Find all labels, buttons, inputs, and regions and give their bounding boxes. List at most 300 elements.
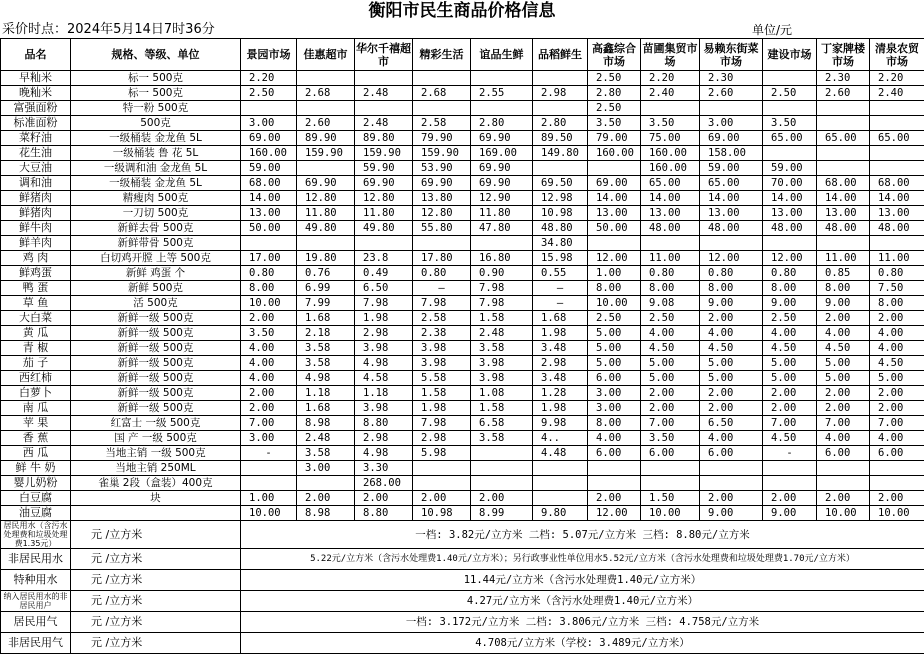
commodity-spec: 一刀切 500克	[71, 206, 241, 221]
price-cell: 0.49	[355, 266, 413, 281]
commodity-name: 标准面粉	[1, 116, 71, 131]
price-cell: 7.00	[870, 416, 924, 431]
header-market: 易赖东街菜市场	[700, 39, 763, 71]
price-cell: 4.00	[870, 341, 924, 356]
price-cell: 2.48	[355, 86, 413, 101]
price-cell: 2.00	[241, 386, 297, 401]
header-market: 谊品生鲜	[471, 39, 533, 71]
price-cell: 8.00	[817, 281, 870, 296]
price-cell: 2.48	[471, 326, 533, 341]
commodity-name: 调和油	[1, 176, 71, 191]
price-cell: 2.00	[763, 386, 817, 401]
price-cell: 160.00	[588, 146, 641, 161]
table-row	[1, 341, 924, 356]
price-cell: 9.00	[700, 296, 763, 311]
price-cell	[471, 476, 533, 491]
price-cell: 268.00	[355, 476, 413, 491]
header-market: 佳惠超市	[297, 39, 355, 71]
commodity-spec: 标一 500克	[71, 71, 241, 86]
price-cell	[817, 461, 870, 476]
price-cell: 8.98	[297, 416, 355, 431]
price-cell: 7.98	[355, 296, 413, 311]
price-cell: 59.00	[700, 161, 763, 176]
price-cell: 6.99	[297, 281, 355, 296]
price-cell: 68.00	[241, 176, 297, 191]
price-cell: 2.00	[700, 401, 763, 416]
price-cell: 89.90	[297, 131, 355, 146]
price-cell: 12.80	[297, 191, 355, 206]
price-cell: 11.80	[355, 206, 413, 221]
price-cell: -	[241, 446, 297, 461]
price-cell: 5.00	[641, 356, 700, 371]
utility-price: 11.44元/立方米（含污水处理费1.40元/立方米）	[241, 570, 924, 591]
price-cell: 2.00	[471, 491, 533, 506]
price-cell: 2.00	[700, 491, 763, 506]
price-cell: 8.80	[355, 506, 413, 521]
price-cell	[533, 101, 588, 116]
utility-row	[1, 570, 924, 591]
price-cell	[297, 236, 355, 251]
price-cell	[413, 476, 471, 491]
table-row	[1, 326, 924, 341]
price-cell: 0.80	[413, 266, 471, 281]
price-cell	[413, 461, 471, 476]
price-cell: 14.00	[588, 191, 641, 206]
commodity-spec: 标一 500克	[71, 86, 241, 101]
price-cell: 11.00	[870, 251, 924, 266]
price-cell	[533, 161, 588, 176]
price-cell	[817, 146, 870, 161]
price-cell	[763, 101, 817, 116]
utility-row	[1, 591, 924, 612]
utility-unit: 元 /立方米	[71, 633, 241, 654]
price-cell	[870, 461, 924, 476]
price-cell: 3.50	[641, 116, 700, 131]
price-cell: 4.00	[641, 326, 700, 341]
price-cell	[870, 236, 924, 251]
price-cell: 1.98	[413, 401, 471, 416]
price-cell: 79.00	[588, 131, 641, 146]
price-cell: 158.00	[700, 146, 763, 161]
price-cell: 1.08	[471, 386, 533, 401]
price-cell: 2.48	[355, 116, 413, 131]
price-cell	[241, 236, 297, 251]
commodity-spec: 当地主销 250ML	[71, 461, 241, 476]
price-cell: 9.08	[641, 296, 700, 311]
price-cell: 12.98	[533, 191, 588, 206]
header-market: 精彩生活	[413, 39, 471, 71]
price-cell: 0.80	[241, 266, 297, 281]
table-row	[1, 221, 924, 236]
price-cell: 2.00	[870, 401, 924, 416]
price-cell: 159.90	[297, 146, 355, 161]
price-cell: 2.55	[471, 86, 533, 101]
table-row	[1, 161, 924, 176]
commodity-name: 白豆腐	[1, 491, 71, 506]
price-cell	[588, 476, 641, 491]
price-cell: 4.50	[870, 356, 924, 371]
price-cell: 3.00	[588, 401, 641, 416]
price-time: 采价时点：2024年5月14日7时36分	[2, 22, 215, 37]
unit-label: 单位/元	[752, 23, 793, 37]
price-cell: 4.00	[700, 326, 763, 341]
table-row	[1, 131, 924, 146]
price-cell: 48.00	[763, 221, 817, 236]
price-cell: 2.68	[413, 86, 471, 101]
commodity-spec: 特一粉 500克	[71, 101, 241, 116]
commodity-name: 茄 子	[1, 356, 71, 371]
price-cell: 2.00	[700, 386, 763, 401]
price-cell: 160.00	[241, 146, 297, 161]
price-cell	[641, 236, 700, 251]
commodity-name: 大豆油	[1, 161, 71, 176]
price-cell: 69.00	[241, 131, 297, 146]
price-cell: 89.80	[355, 131, 413, 146]
price-cell: 7.98	[413, 296, 471, 311]
price-cell: 1.50	[641, 491, 700, 506]
price-cell	[870, 101, 924, 116]
price-cell	[588, 236, 641, 251]
price-cell: 1.00	[241, 491, 297, 506]
price-cell: 4.50	[700, 341, 763, 356]
price-cell	[297, 476, 355, 491]
price-cell	[870, 116, 924, 131]
price-cell: 2.50	[641, 311, 700, 326]
price-cell: 8.00	[588, 281, 641, 296]
commodity-spec: 新鲜去骨 500克	[71, 221, 241, 236]
table-row	[1, 371, 924, 386]
price-cell: 1.18	[355, 386, 413, 401]
price-cell: 9.00	[700, 506, 763, 521]
table-row	[1, 176, 924, 191]
price-cell: 2.00	[817, 386, 870, 401]
price-table	[0, 38, 924, 654]
table-row	[1, 386, 924, 401]
commodity-spec: 新鲜一级 500克	[71, 401, 241, 416]
price-cell: 149.80	[533, 146, 588, 161]
price-cell: 2.30	[700, 71, 763, 86]
price-cell: 13.00	[241, 206, 297, 221]
commodity-name: 鲜鸡蛋	[1, 266, 71, 281]
table-row	[1, 266, 924, 281]
price-cell: 4.00	[870, 326, 924, 341]
header-market: 华尔千禧超 市	[355, 39, 413, 71]
price-cell: 0.80	[870, 266, 924, 281]
price-cell: 4.50	[763, 431, 817, 446]
price-cell: 5.00	[817, 356, 870, 371]
table-row	[1, 476, 924, 491]
price-cell: 2.98	[355, 326, 413, 341]
price-cell: 3.58	[297, 341, 355, 356]
price-cell: 2.50	[588, 311, 641, 326]
price-cell: 2.00	[870, 491, 924, 506]
commodity-name: 鲜猪肉	[1, 191, 71, 206]
price-cell: 2.00	[817, 491, 870, 506]
price-cell: 47.80	[471, 221, 533, 236]
price-cell: 0.55	[533, 266, 588, 281]
header-market: 高鑫综合市场	[588, 39, 641, 71]
price-cell: 75.00	[641, 131, 700, 146]
price-cell	[588, 161, 641, 176]
price-cell: 4.98	[297, 371, 355, 386]
price-cell: 3.48	[533, 341, 588, 356]
price-cell: 6.00	[588, 371, 641, 386]
utility-price: 一档: 3.82元/立方米 二档: 5.07元/立方米 三档: 8.80元/立方米	[241, 521, 924, 549]
price-cell: 0.85	[817, 266, 870, 281]
price-cell: 59.90	[355, 161, 413, 176]
price-cell: 3.30	[355, 461, 413, 476]
price-cell: 23.8	[355, 251, 413, 266]
price-cell	[588, 461, 641, 476]
price-cell: 69.90	[471, 176, 533, 191]
price-cell: 160.00	[641, 146, 700, 161]
table-row	[1, 311, 924, 326]
price-cell: 10.98	[413, 506, 471, 521]
price-cell: 2.58	[413, 311, 471, 326]
price-cell: 1.28	[533, 386, 588, 401]
price-cell: 5.00	[763, 371, 817, 386]
utility-row	[1, 521, 924, 549]
price-cell	[355, 236, 413, 251]
utility-unit: 元 /立方米	[71, 521, 241, 549]
commodity-spec: 新鲜一级 500克	[71, 326, 241, 341]
price-cell: 5.58	[413, 371, 471, 386]
price-cell	[763, 146, 817, 161]
price-cell: 2.50	[588, 71, 641, 86]
utility-name: 居民用气	[1, 612, 71, 633]
price-cell: 0.80	[641, 266, 700, 281]
commodity-name: 油豆腐	[1, 506, 71, 521]
commodity-spec: 一级桶装 鲁 花 5L	[71, 146, 241, 161]
table-row	[1, 356, 924, 371]
price-cell: 169.00	[471, 146, 533, 161]
table-row	[1, 506, 924, 521]
price-cell: 65.00	[641, 176, 700, 191]
price-cell: 10.00	[641, 506, 700, 521]
price-cell: 1.68	[297, 401, 355, 416]
price-cell: 2.58	[413, 116, 471, 131]
price-cell: 13.00	[641, 206, 700, 221]
price-cell: 4.00	[241, 356, 297, 371]
price-cell: 89.50	[533, 131, 588, 146]
price-cell: 2.00	[700, 311, 763, 326]
commodity-name: 花生油	[1, 146, 71, 161]
price-cell: 1.68	[297, 311, 355, 326]
price-cell: 3.98	[471, 356, 533, 371]
price-cell: 12.00	[588, 506, 641, 521]
price-cell: 55.80	[413, 221, 471, 236]
price-cell: 2.98	[355, 431, 413, 446]
price-cell	[763, 71, 817, 86]
price-cell: 6.00	[588, 446, 641, 461]
price-cell: 4..	[533, 431, 588, 446]
price-cell: 4.98	[355, 446, 413, 461]
price-cell: 13.00	[763, 206, 817, 221]
price-cell: 5.00	[700, 356, 763, 371]
header-market: 丁家牌楼市场	[817, 39, 870, 71]
price-cell: 4.00	[700, 431, 763, 446]
price-cell: 16.80	[471, 251, 533, 266]
price-cell: 2.50	[588, 101, 641, 116]
commodity-name: 鲜牛肉	[1, 221, 71, 236]
price-cell: 6.00	[870, 446, 924, 461]
commodity-spec: 当地主销 一级 500克	[71, 446, 241, 461]
utility-rows	[1, 521, 924, 654]
price-cell: 3.00	[588, 386, 641, 401]
price-cell: 2.60	[700, 86, 763, 101]
price-cell	[471, 461, 533, 476]
commodity-name: 鲜羊肉	[1, 236, 71, 251]
commodity-name: 鸡 肉	[1, 251, 71, 266]
price-cell: 69.90	[413, 176, 471, 191]
price-cell: 8.00	[763, 281, 817, 296]
price-cell: 7.50	[870, 281, 924, 296]
price-cell	[700, 236, 763, 251]
price-cell	[700, 476, 763, 491]
price-cell: 11.80	[471, 206, 533, 221]
price-cell	[763, 461, 817, 476]
price-cell	[700, 461, 763, 476]
price-cell: 2.20	[641, 71, 700, 86]
price-cell: 2.00	[817, 311, 870, 326]
price-cell: 1.58	[471, 401, 533, 416]
price-cell	[533, 491, 588, 506]
price-cell: 3.00	[297, 461, 355, 476]
price-cell	[817, 101, 870, 116]
price-cell: 1.58	[471, 311, 533, 326]
price-cell: 8.00	[700, 281, 763, 296]
price-cell: 2.80	[471, 116, 533, 131]
header-market: 苗圃集贸市场	[641, 39, 700, 71]
price-cell: 12.80	[355, 191, 413, 206]
price-cell: 4.50	[763, 341, 817, 356]
header-name: 品名	[1, 39, 71, 71]
table-row	[1, 71, 924, 86]
price-cell: 2.80	[588, 86, 641, 101]
price-cell: 13.80	[413, 191, 471, 206]
table-row	[1, 281, 924, 296]
table-row	[1, 116, 924, 131]
price-cell: —	[533, 281, 588, 296]
price-cell: 5.00	[817, 371, 870, 386]
price-cell: 3.98	[355, 341, 413, 356]
price-cell: 48.00	[641, 221, 700, 236]
price-cell: 9.00	[817, 296, 870, 311]
price-cell: 4.00	[817, 326, 870, 341]
commodity-name: 早籼米	[1, 71, 71, 86]
price-cell: 8.80	[355, 416, 413, 431]
price-cell: 8.98	[297, 506, 355, 521]
price-cell: 4.58	[355, 371, 413, 386]
price-cell: 65.00	[700, 176, 763, 191]
price-cell: -	[763, 446, 817, 461]
price-cell: 4.98	[355, 356, 413, 371]
price-cell: 50.00	[241, 221, 297, 236]
commodity-name: 鸭 蛋	[1, 281, 71, 296]
commodity-name: 鲜 牛 奶	[1, 461, 71, 476]
header-market: 品稻鲜生	[533, 39, 588, 71]
commodity-spec: 新鲜一级 500克	[71, 386, 241, 401]
price-cell: 4.00	[817, 431, 870, 446]
price-cell: 159.90	[413, 146, 471, 161]
price-cell	[817, 116, 870, 131]
price-cell: 11.00	[817, 251, 870, 266]
price-cell: 3.98	[471, 371, 533, 386]
price-cell: 79.90	[413, 131, 471, 146]
table-row	[1, 86, 924, 101]
price-cell: 8.99	[471, 506, 533, 521]
price-cell: 3.98	[413, 356, 471, 371]
price-cell	[413, 101, 471, 116]
price-cell: 70.00	[763, 176, 817, 191]
price-cell: 69.00	[700, 131, 763, 146]
price-cell: 69.90	[355, 176, 413, 191]
price-cell: 2.50	[763, 311, 817, 326]
table-row	[1, 296, 924, 311]
price-cell: 3.50	[588, 116, 641, 131]
price-cell: 10.98	[533, 206, 588, 221]
price-cell: 2.00	[870, 386, 924, 401]
price-cell: 14.00	[700, 191, 763, 206]
page-title: 衡阳市民生商品价格信息	[368, 1, 556, 21]
utility-row	[1, 633, 924, 654]
price-cell: 2.20	[241, 71, 297, 86]
price-cell: 8.00	[241, 281, 297, 296]
price-cell: 13.00	[700, 206, 763, 221]
price-cell: 3.48	[533, 371, 588, 386]
price-cell: 4.00	[241, 341, 297, 356]
commodity-name: 鲜猪肉	[1, 206, 71, 221]
price-cell: 1.98	[533, 401, 588, 416]
commodity-spec: 新鲜一级 500克	[71, 356, 241, 371]
price-cell: 7.98	[471, 296, 533, 311]
price-cell: 13.00	[870, 206, 924, 221]
table-row	[1, 416, 924, 431]
table-row	[1, 431, 924, 446]
price-cell: 2.00	[763, 401, 817, 416]
commodity-name: 苹 果	[1, 416, 71, 431]
price-cell	[241, 461, 297, 476]
table-row	[1, 191, 924, 206]
price-cell: 4.00	[588, 431, 641, 446]
price-cell: 10.00	[241, 296, 297, 311]
price-cell: 2.40	[870, 86, 924, 101]
price-cell	[355, 101, 413, 116]
price-cell: 7.00	[763, 416, 817, 431]
price-cell: 59.00	[241, 161, 297, 176]
price-cell: 2.80	[533, 116, 588, 131]
price-cell: 7.00	[641, 416, 700, 431]
price-cell: 5.00	[870, 371, 924, 386]
price-cell: 5.00	[588, 341, 641, 356]
price-cell	[533, 71, 588, 86]
commodity-spec: 一级桶装 金龙鱼 5L	[71, 131, 241, 146]
commodity-spec: 精瘦肉 500克	[71, 191, 241, 206]
price-cell: 4.00	[241, 371, 297, 386]
utility-name: 居民用水（含污水处理费和垃圾处理费1.35元）	[1, 521, 71, 549]
price-cell: 68.00	[870, 176, 924, 191]
price-cell: 4.48	[533, 446, 588, 461]
price-cell: 15.98	[533, 251, 588, 266]
commodity-spec: 雀巢 2段（盒装）400克	[71, 476, 241, 491]
price-cell: 65.00	[763, 131, 817, 146]
price-cell: 2.00	[641, 386, 700, 401]
price-cell	[641, 101, 700, 116]
price-cell: 19.80	[297, 251, 355, 266]
price-cell: 3.98	[355, 401, 413, 416]
price-cell: 3.58	[297, 356, 355, 371]
price-cell	[700, 101, 763, 116]
